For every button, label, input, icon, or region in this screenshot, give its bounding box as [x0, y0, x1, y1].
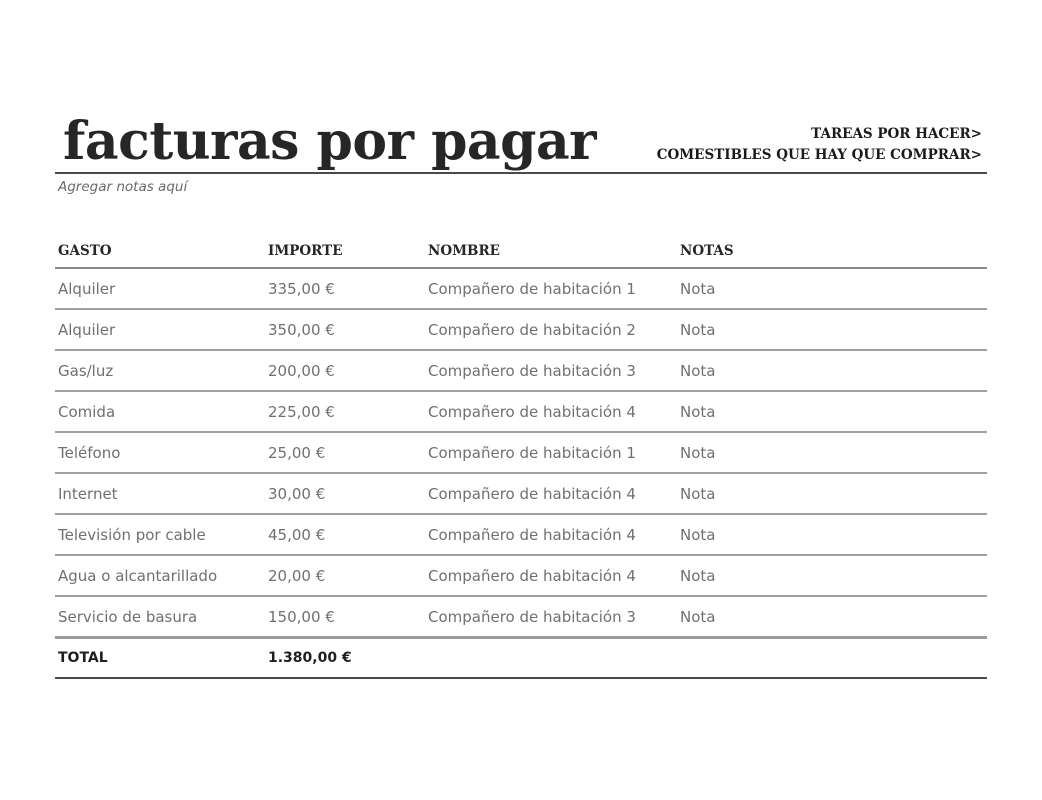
bills-sheet: [55, 110, 987, 679]
cell-gasto[interactable]: Agua o alcantarillado: [55, 555, 265, 596]
table-row: [55, 268, 987, 309]
table-row: [55, 391, 987, 432]
cell-nombre[interactable]: Compañero de habitación 4: [425, 391, 677, 432]
cell-nombre[interactable]: Compañero de habitación 4: [425, 473, 677, 514]
cell-notas[interactable]: Nota: [677, 432, 987, 473]
total-label: TOTAL: [55, 638, 265, 679]
table-header-row: [55, 235, 987, 268]
navigation-links: [657, 124, 982, 166]
cell-nombre[interactable]: Compañero de habitación 4: [425, 555, 677, 596]
table-row: [55, 555, 987, 596]
cell-gasto[interactable]: Alquiler: [55, 268, 265, 309]
cell-gasto[interactable]: Comida: [55, 391, 265, 432]
column-header-nombre[interactable]: NOMBRE: [425, 235, 677, 268]
cell-importe[interactable]: 45,00 €: [265, 514, 425, 555]
cell-nombre[interactable]: Compañero de habitación 3: [425, 596, 677, 638]
total-empty-cell: [425, 638, 677, 679]
table-row: [55, 350, 987, 391]
cell-importe[interactable]: 150,00 €: [265, 596, 425, 638]
cell-notas[interactable]: Nota: [677, 555, 987, 596]
cell-nombre[interactable]: Compañero de habitación 1: [425, 268, 677, 309]
table-row: [55, 309, 987, 350]
table-row: [55, 596, 987, 638]
table-row: [55, 514, 987, 555]
sheet-header: [55, 110, 987, 174]
bills-table: [55, 235, 987, 679]
column-header-notas[interactable]: NOTAS: [677, 235, 987, 268]
cell-notas[interactable]: Nota: [677, 309, 987, 350]
cell-notas[interactable]: Nota: [677, 350, 987, 391]
notes-field[interactable]: Agregar notas aquí: [58, 179, 188, 195]
cell-notas[interactable]: Nota: [677, 596, 987, 638]
cell-gasto[interactable]: Internet: [55, 473, 265, 514]
cell-gasto[interactable]: Alquiler: [55, 309, 265, 350]
cell-notas[interactable]: Nota: [677, 473, 987, 514]
total-empty-cell: [677, 638, 987, 679]
page-title: facturas por pagar: [63, 111, 597, 172]
cell-nombre[interactable]: Compañero de habitación 1: [425, 432, 677, 473]
total-row: [55, 638, 987, 679]
todo-link[interactable]: TAREAS POR HACER>: [811, 126, 982, 142]
cell-importe[interactable]: 335,00 €: [265, 268, 425, 309]
cell-gasto[interactable]: Gas/luz: [55, 350, 265, 391]
cell-gasto[interactable]: Servicio de basura: [55, 596, 265, 638]
cell-importe[interactable]: 25,00 €: [265, 432, 425, 473]
cell-notas[interactable]: Nota: [677, 268, 987, 309]
cell-nombre[interactable]: Compañero de habitación 3: [425, 350, 677, 391]
cell-importe[interactable]: 30,00 €: [265, 473, 425, 514]
cell-gasto[interactable]: Teléfono: [55, 432, 265, 473]
groceries-link[interactable]: COMESTIBLES QUE HAY QUE COMPRAR>: [656, 147, 982, 163]
cell-gasto[interactable]: Televisión por cable: [55, 514, 265, 555]
table-row: [55, 432, 987, 473]
cell-importe[interactable]: 200,00 €: [265, 350, 425, 391]
cell-nombre[interactable]: Compañero de habitación 4: [425, 514, 677, 555]
cell-notas[interactable]: Nota: [677, 391, 987, 432]
column-header-gasto[interactable]: GASTO: [55, 235, 265, 268]
cell-notas[interactable]: Nota: [677, 514, 987, 555]
column-header-importe[interactable]: IMPORTE: [265, 235, 425, 268]
cell-importe[interactable]: 225,00 €: [265, 391, 425, 432]
cell-importe[interactable]: 350,00 €: [265, 309, 425, 350]
table-row: [55, 473, 987, 514]
cell-importe[interactable]: 20,00 €: [265, 555, 425, 596]
total-amount[interactable]: 1.380,00 €: [265, 638, 425, 679]
cell-nombre[interactable]: Compañero de habitación 2: [425, 309, 677, 350]
